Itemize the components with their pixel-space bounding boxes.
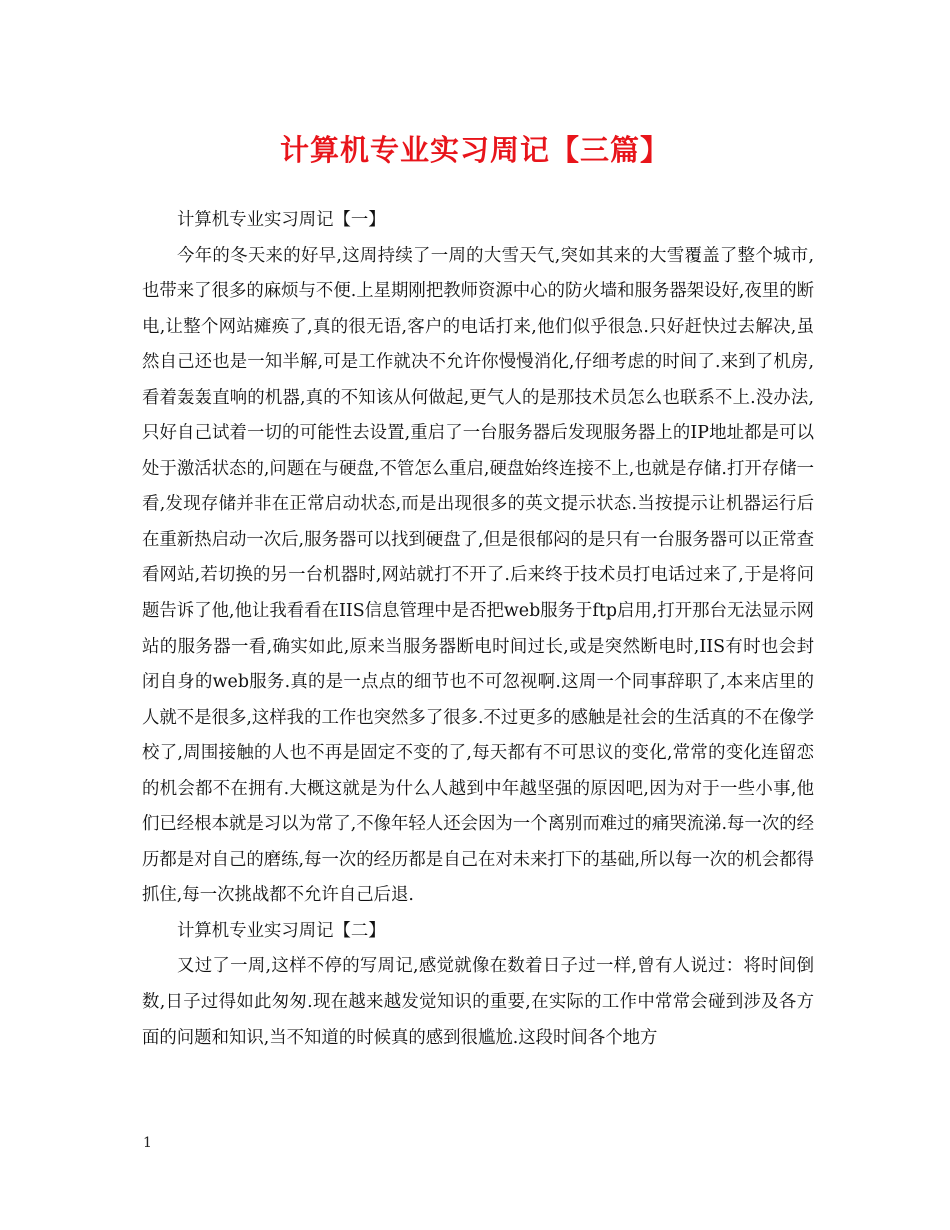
section-heading-2: 计算机专业实习周记【二】 [177, 920, 386, 941]
section-heading-1: 计算机专业实习周记【一】 [177, 210, 386, 230]
document-title: 计算机专业实习周记【三篇】 [279, 133, 670, 167]
paragraph-1: 今年的冬天来的好早,这周持续了一周的大雪天气,突如其来的大雪覆盖了整个城市,也带来了很多的麻烦与不便.上星期刚把教师资源中心的防火墙和服务器架设好,夜里的断电,让整个网站瘫痪了,真的很无语,客户的电话打来,他们似乎很急.只好赶快过去解决,虽然自己还也是一知半解,可是工作就决不允许你慢慢消化,仔细考虑的时间了.来到了机房,看着轰轰直响的机器,真的不知该从何做起,更气人的是那技术员怎么也联系不上.没办法,只好自己试着一切的可能性去设置,重启了一台服务器后发现服务器上的IP地址都是可以处于激活状态的,问题在与硬盘,不管怎么重启,硬盘始终连接不上,也就是存储.打开存储一看,发现存储并非在正常启动状态,而是出现很多的英文提示状态.当按提示让机器运行后在重新热启动一次后,服务器可以找到硬盘了,但是很郁闷的是只有一台服务器可以正常查看网站,若切换的另一台机器时,网站就打不开了.后来终于技术员打电话过来了,于是将问题告诉了他,他让我看看在IIS信息管理中是否把web服务于ftp启用,打开那台无法显示网站的服务器一看,确实如此,原来当服务器断电时间过长,或是突然断电时,IIS有时也会封闭自身的web服务.真的是一点点的细节也不可忽视啊.这周一个同事辞职了,本来店里的人就不是很多,这样我的工作也突然多了很多.不过更多的感触是社会的生活真的不在像学校了,周围接触的人也不再是固定不变的了,每天都有不可思议的变化,常常的变化连留恋的机会都不在拥有.大概这就是为什么人越到中年越坚强的原因吧,因为对于一些小事,他们已经根本就是习以为常了,不像年轻人还会因为一个离别而难过的痛哭流涕.每一次的经历都是对自己的磨练,每一次的经历都是自己在对未来打下的基础,所以每一次的机会都得抓住,每一次挑战都不允许自己后退. [142, 245, 814, 906]
paragraph-2: 又过了一周,这样不停的写周记,感觉就像在数着日子过一样,曾有人说过：将时间倒数,日子过得如此匆匆.现在越来越发觉知识的重要,在实际的工作中常常会碰到涉及各方面的问题和知识,当不知道的时候真的感到很尴尬.这段时间各个地方 [142, 956, 814, 1048]
page-number: 1 [143, 1135, 152, 1151]
document-body [142, 203, 814, 1056]
